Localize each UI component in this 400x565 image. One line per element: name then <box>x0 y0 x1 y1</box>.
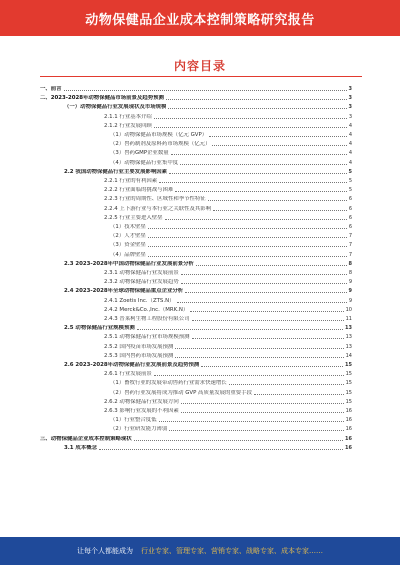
toc-entry-label: 3.1 成本概念 <box>64 444 97 451</box>
toc-entry-label: 2.3.2 动物保健品行业发展趋势 <box>104 279 179 286</box>
toc-entry-page: 6 <box>348 224 352 230</box>
toc-leader-dots <box>148 246 347 247</box>
toc-entry-page: 9 <box>348 279 352 286</box>
toc-entry-page: 16 <box>345 417 352 424</box>
toc-entry[interactable] <box>110 240 352 249</box>
toc-leader-dots <box>159 421 344 422</box>
toc-entry-label: （2）兽药制剂及原料药市场规模（亿元） <box>110 141 211 148</box>
toc-leader-dots <box>148 256 347 257</box>
toc-entry[interactable] <box>64 286 352 295</box>
toc-entry[interactable] <box>110 388 352 397</box>
toc-leader-dots <box>99 449 343 450</box>
toc-entry-label: 2.2.5 行业主要进入壁垒 <box>104 214 163 221</box>
toc-leader-dots <box>148 228 347 229</box>
toc-entry-label: 二、2023-2028年动物保健品市场前景及趋势预测 <box>40 95 164 102</box>
toc-entry-label: 2.2 我国动物保健品行业主要发展影响因素 <box>64 168 168 175</box>
toc-entry[interactable] <box>64 259 352 268</box>
toc-leader-dots <box>209 136 347 137</box>
toc-entry[interactable] <box>110 130 352 139</box>
toc-leader-dots <box>154 375 344 376</box>
toc-entry[interactable] <box>110 231 352 240</box>
toc-leader-dots <box>181 283 347 284</box>
toc-leader-dots <box>148 237 347 238</box>
toc-entry-label: 2.2.3 行业的周期性、区域性和季节性特征 <box>104 196 206 203</box>
toc-leader-dots <box>175 357 343 358</box>
toc-leader-dots <box>166 99 347 100</box>
toc-entry[interactable] <box>104 268 352 277</box>
toc-leader-dots <box>175 348 343 349</box>
toc-entry[interactable] <box>104 406 352 415</box>
report-title: 动物保健品企业成本控制策略研究报告 <box>85 12 315 28</box>
toc-leader-dots <box>213 210 347 211</box>
toc-leader-dots <box>196 265 347 266</box>
toc-entry-label: 2.4 2023-2028年全球动物保健品重点企业分析 <box>64 288 184 295</box>
toc-entry[interactable] <box>64 360 352 369</box>
toc-entry[interactable] <box>110 378 352 387</box>
toc-entry-label: （1）畜牧行业的发展带动兽药行业需求快速增长 <box>110 380 227 387</box>
toc-entry-page: 15 <box>345 371 352 378</box>
toc-entry-page: 5 <box>348 187 352 194</box>
toc-entry-page: 5 <box>348 168 352 175</box>
toc-entry[interactable] <box>110 415 352 424</box>
toc-entry-label: 2.4.1 Zoetis Inc.（ZTS.N） <box>104 297 175 304</box>
toc-heading: 内容目录 <box>173 59 226 73</box>
toc-entry-page: 14 <box>345 352 352 359</box>
toc-entry[interactable] <box>104 176 352 185</box>
toc-leader-dots <box>169 430 343 431</box>
toc-entry[interactable] <box>104 194 352 203</box>
toc-entry-label: （1）行业整合度低 <box>110 417 157 424</box>
toc-entry[interactable] <box>110 250 352 259</box>
toc-entry-page: 6 <box>348 214 352 221</box>
toc-entry[interactable] <box>40 93 352 102</box>
toc-entry-label: （3）兽药GMP企业数量 <box>110 150 169 157</box>
toc-entry-page: 5 <box>348 178 352 184</box>
toc-leader-dots <box>134 440 343 441</box>
toc-leader-dots <box>168 108 346 109</box>
toc-entry-label: （2）行业研发能力薄弱 <box>110 426 168 433</box>
toc-entry-page: 6 <box>348 196 352 203</box>
toc-entry[interactable] <box>110 222 352 231</box>
report-header <box>0 0 400 36</box>
toc-entry[interactable] <box>104 351 352 360</box>
toc-entry[interactable] <box>110 158 352 167</box>
toc-entry[interactable] <box>104 397 352 406</box>
toc-entry[interactable] <box>64 102 352 111</box>
toc-entry[interactable] <box>104 213 352 222</box>
toc-leader-dots <box>190 311 343 312</box>
toc-leader-dots <box>177 302 347 303</box>
toc-leader-dots <box>181 412 344 413</box>
toc-entry-label: 2.2.4 上下游行业与本行业之关联性及其影响 <box>104 205 212 212</box>
toc-entry-page: 10 <box>345 306 352 313</box>
toc-entry-label: 2.5 动物保健品行业规模预测 <box>64 325 135 332</box>
toc-leader-dots <box>180 164 347 165</box>
toc-entry-page: 13 <box>345 325 352 332</box>
toc-entry[interactable] <box>104 332 352 341</box>
toc-entry[interactable] <box>110 148 352 157</box>
toc-entry-label: 2.3.1 动物保健品行业发展前景 <box>104 270 179 276</box>
toc-entry[interactable] <box>40 434 352 443</box>
toc-entry-page: 13 <box>345 343 352 350</box>
toc-entry-label: 2.6.1 行业发展前景 <box>104 371 152 378</box>
toc-entry[interactable] <box>104 314 352 323</box>
toc-entry-page: 15 <box>345 380 352 387</box>
toc-leader-dots <box>181 403 344 404</box>
toc-entry-page: 4 <box>348 141 352 148</box>
toc-entry-page: 9 <box>348 288 352 295</box>
toc-divider <box>40 76 362 77</box>
toc-entry-label: （一）动物保健品行业发展现状及市场规模 <box>64 104 167 111</box>
toc-entry-page: 11 <box>345 316 352 322</box>
toc-entry[interactable] <box>40 84 352 93</box>
toc-leader-dots <box>171 154 347 155</box>
footer-slogan: 让每个人都能成为 <box>77 547 133 555</box>
toc-entry-page: 3 <box>348 95 352 102</box>
toc-entry-page: 4 <box>348 132 352 138</box>
toc-entry-page: 15 <box>345 398 352 405</box>
toc-entry-label: 2.6.3 影响行业发展的不利因素 <box>104 408 179 414</box>
toc-leader-dots <box>185 292 346 293</box>
toc-entry-label: 2.1.1 行业基本介绍 <box>104 113 152 120</box>
toc-entry-label: （4）动物保健品行业集中度 <box>110 159 179 166</box>
toc-entry[interactable] <box>110 424 352 433</box>
toc-entry-page: 3 <box>348 86 352 92</box>
toc-entry[interactable] <box>110 139 352 148</box>
toc-entry-label: 2.2.2 行业面临的挑战与困难 <box>104 187 174 194</box>
toc-entry[interactable] <box>104 204 352 213</box>
toc-entry[interactable] <box>64 443 352 452</box>
toc-entry-page: 15 <box>345 389 352 396</box>
toc-entry-page: 13 <box>345 334 352 341</box>
toc-entry-page: 3 <box>348 104 352 111</box>
toc-leader-dots <box>208 200 347 201</box>
toc-leader-dots <box>159 182 347 183</box>
toc-leader-dots <box>154 127 347 128</box>
toc-entry-page: 8 <box>348 270 352 276</box>
toc-leader-dots <box>169 173 346 174</box>
toc-leader-dots <box>192 320 344 321</box>
toc-leader-dots <box>175 191 346 192</box>
toc-leader-dots <box>192 338 344 339</box>
toc-leader-dots <box>154 118 347 119</box>
toc-leader-dots <box>137 329 343 330</box>
toc-entry-label: 2.4.3 普莱柯生物工程股份有限公司 <box>104 316 190 322</box>
toc-entry[interactable] <box>104 342 352 351</box>
toc-entry-label: 一、前言 <box>40 86 62 92</box>
toc-entry-page: 4 <box>348 150 352 157</box>
toc-entry-label: （4）品牌壁垒 <box>110 251 146 258</box>
toc-entry-page: 7 <box>348 233 352 240</box>
toc-entry-page: 7 <box>348 251 352 258</box>
toc-entry-page: 15 <box>345 362 352 368</box>
toc-entry-label: 2.6 2023-2028年动物保健品行业发展前景及趋势预测 <box>64 362 200 368</box>
toc-leader-dots <box>254 394 344 395</box>
toc-entry-page: 16 <box>345 444 352 451</box>
toc-entry-label: 三、动物保健品企业成本控制策略现状 <box>40 435 132 442</box>
toc-entry-page: 4 <box>348 122 352 129</box>
toc-entry[interactable] <box>104 369 352 378</box>
toc-entry-label: （3）资金壁垒 <box>110 242 146 249</box>
toc-entry-label: 2.3 2023-2028年中国动物保健品行业发展前景分析 <box>64 260 194 267</box>
toc-entry-page: 6 <box>348 205 352 212</box>
report-footer <box>0 537 400 565</box>
toc-entry-label: 2.5.2 国内疫苗市场发展预测 <box>104 343 174 350</box>
toc-entry[interactable] <box>104 296 352 305</box>
toc-entry-page: 3 <box>348 113 352 120</box>
toc-entry-label: 2.5.3 国内兽药市场发展预测 <box>104 352 174 359</box>
toc-leader-dots <box>64 90 347 91</box>
toc-entry-label: 2.1.2 行业发展回顾 <box>104 122 152 129</box>
toc-entry-label: 2.2.1 行业的有利因素 <box>104 178 158 184</box>
toc-entry[interactable] <box>64 323 352 332</box>
toc-leader-dots <box>201 366 343 367</box>
toc-entry[interactable] <box>104 277 352 286</box>
toc-leader-dots <box>229 384 344 385</box>
toc-entry[interactable] <box>104 112 352 121</box>
toc-leader-dots <box>212 145 346 146</box>
toc-leader-dots <box>181 274 347 275</box>
toc-entry-page: 8 <box>348 260 352 267</box>
toc-entry-page: 7 <box>348 242 352 249</box>
toc-entry[interactable] <box>104 305 352 314</box>
toc-entry-page: 16 <box>345 435 352 442</box>
toc-entry-label: 2.5.1 动物保健品行业市场规模预测 <box>104 334 190 341</box>
toc-entry-label: 2.4.2 Merck&Co.,Inc.（MRK.N） <box>104 306 189 313</box>
toc-entry-label: （1）动物保健品市场规模（亿元 GVP） <box>110 132 208 138</box>
toc-entry[interactable] <box>104 185 352 194</box>
toc-entry-page: 9 <box>348 297 352 304</box>
toc-entry-page: 16 <box>345 408 352 414</box>
toc-leader-dots <box>165 219 347 220</box>
toc-entry-page: 4 <box>348 159 352 166</box>
toc-entry[interactable] <box>64 167 352 176</box>
toc-entry-label: 2.6.2 动物保健品行业发展方向 <box>104 398 179 405</box>
toc-entry-label: （1）技术壁垒 <box>110 224 146 230</box>
toc-entry-label: （2）人才壁垒 <box>110 233 146 240</box>
toc-entry-page: 16 <box>345 426 352 433</box>
footer-expert-list: 行业专家、管理专家、营销专家、战略专家、成本专家…… <box>141 547 323 555</box>
toc-entry-label: （2）兽药行业发展将成为推动 GVP 高质量发展的重要手段 <box>110 389 252 396</box>
toc-entry[interactable] <box>104 121 352 130</box>
